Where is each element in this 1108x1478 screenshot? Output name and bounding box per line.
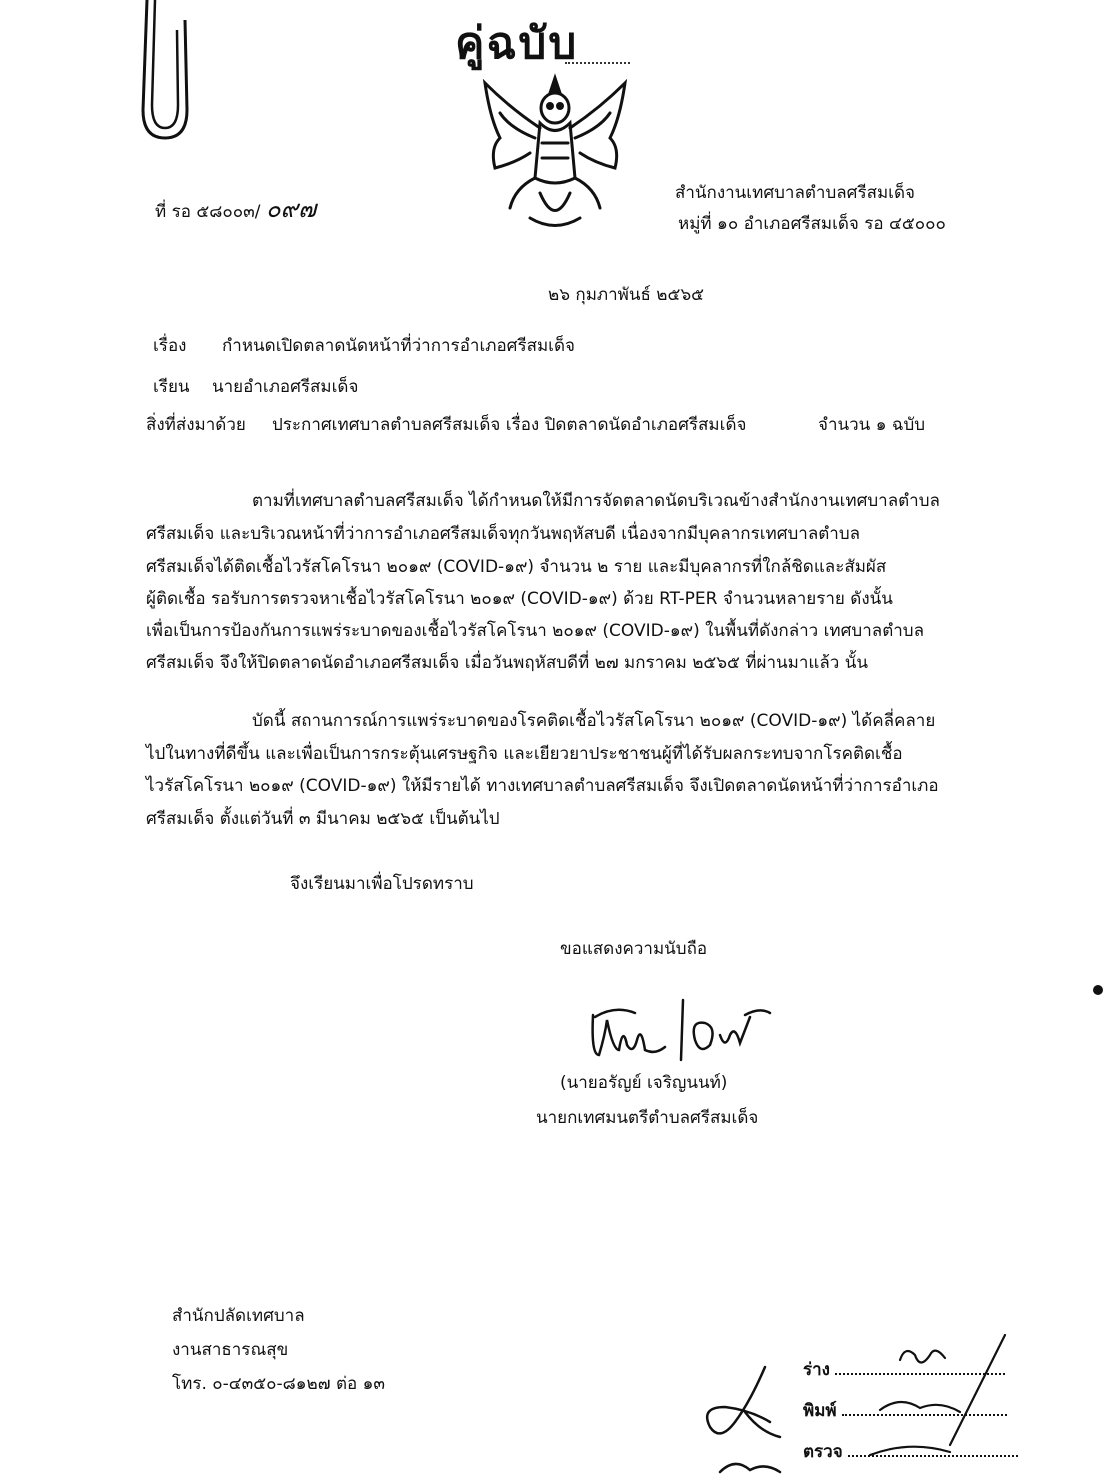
regards-text: ขอแสดงความนับถือ [560, 939, 708, 959]
reference-prefix: ที่ รอ ๕๘๐๐๓/ [155, 202, 261, 222]
stamp-underline [565, 62, 630, 64]
garuda-emblem-icon [470, 68, 640, 233]
para1-line: ตามที่เทศบาลตำบลศรีสมเด็จ ได้กำหนดให้มีการจัดตลาดนัดบริเวณข้างสำนักงานเทศบาลตำบล [252, 491, 940, 511]
letter-date: ๒๖ กุมภาพันธ์ ๒๕๖๕ [548, 285, 704, 305]
draft-label: ร่าง [803, 1360, 830, 1380]
handwritten-signature [585, 995, 785, 1070]
enclosure-label: สิ่งที่ส่งมาด้วย [146, 415, 246, 435]
para1-line: เพื่อเป็นการป้องกันการแพร่ระบาดของเชื้อไวรัสโคโรนา ๒๐๑๙ (COVID-๑๙) ในพื้นที่ดังกล่าว เทศบาลตำบล [146, 621, 924, 641]
subject-label: เรื่อง [153, 336, 187, 356]
office-address-line1: สำนักงานเทศบาลตำบลศรีสมเด็จ [675, 183, 915, 203]
check-label: ตรวจ [803, 1442, 843, 1462]
footer-department: สำนักปลัดเทศบาล [172, 1306, 305, 1326]
subject-text: กำหนดเปิดตลาดนัดหน้าที่ว่าการอำเภอศรีสมเด็จ [222, 336, 575, 356]
paper-clip-icon [135, 0, 195, 145]
office-address-line2: หมู่ที่ ๑๐ อำเภอศรีสมเด็จ รอ ๔๕๐๐๐ [678, 214, 946, 234]
footer-section: งานสาธารณสุข [172, 1340, 289, 1360]
enclosure-text: ประกาศเทศบาลตำบลศรีสมเด็จ เรื่อง ปิดตลาดนัดอำเภอศรีสมเด็จ [272, 415, 747, 435]
reference-handwritten: ๐๙๗ [265, 195, 317, 223]
stamp-initials [840, 1330, 1010, 1478]
enclosure-count: จำนวน ๑ ฉบับ [818, 415, 926, 435]
copy-stamp: คู่ฉบับ [455, 18, 579, 69]
signatory-name: (นายอรัญย์ เจริญนนท์) [560, 1073, 728, 1093]
para2-line: บัดนี้ สถานการณ์การแพร่ระบาดของโรคติดเชื้อไวรัสโคโรนา ๒๐๑๙ (COVID-๑๙) ได้คลี่คลาย [252, 711, 936, 731]
para1-line: ผู้ติดเชื้อ รอรับการตรวจหาเชื้อไวรัสโคโรนา ๒๐๑๙ (COVID-๑๙) ด้วย RT-PER จำนวนหลายราย ดังนั้น [146, 589, 893, 609]
signatory-position: นายกเทศมนตรีตำบลศรีสมเด็จ [536, 1108, 759, 1128]
para1-line: ศรีสมเด็จ และบริเวณหน้าที่ว่าการอำเภอศรีสมเด็จทุกวันพฤหัสบดี เนื่องจากมีบุคลากรเทศบาลตำบล [146, 524, 861, 544]
closing-text: จึงเรียนมาเพื่อโปรดทราบ [290, 874, 474, 894]
initials-scribble [690, 1362, 805, 1478]
reference-number [155, 197, 316, 221]
footer-phone: โทร. ๐-๔๓๕๐-๘๑๒๗ ต่อ ๑๓ [172, 1374, 386, 1394]
to-label: เรียน [153, 377, 190, 397]
to-text: นายอำเภอศรีสมเด็จ [212, 377, 359, 397]
para1-line: ศรีสมเด็จ จึงให้ปิดตลาดนัดอำเภอศรีสมเด็จ เมื่อวันพฤหัสบดีที่ ๒๗ มกราคม ๒๕๖๕ ที่ผ่านมาแล้ว นั้น [146, 653, 868, 673]
para1-line: ศรีสมเด็จได้ติดเชื้อไวรัสโคโรนา ๒๐๑๙ (COVID-๑๙) จำนวน ๒ ราย และมีบุคลากรที่ใกล้ชิดและสัมผัส [146, 557, 887, 577]
para2-line: ศรีสมเด็จ ตั้งแต่วันที่ ๓ มีนาคม ๒๕๖๕ เป็นต้นไป [146, 809, 500, 829]
para2-line: ไปในทางที่ดีขึ้น และเพื่อเป็นการกระตุ้นเศรษฐกิจ และเยียวยาประชาชนผู้ที่ได้รับผลกระทบจากโรคติดเชื้อ [146, 744, 903, 764]
para2-line: ไวรัสโคโรนา ๒๐๑๙ (COVID-๑๙) ให้มีรายได้ ทางเทศบาลตำบลศรีสมเด็จ จึงเปิดตลาดนัดหน้าที่ว่าการอำเภอ [146, 776, 939, 796]
print-label: พิมพ์ [803, 1401, 837, 1421]
scan-speck [1093, 985, 1103, 995]
